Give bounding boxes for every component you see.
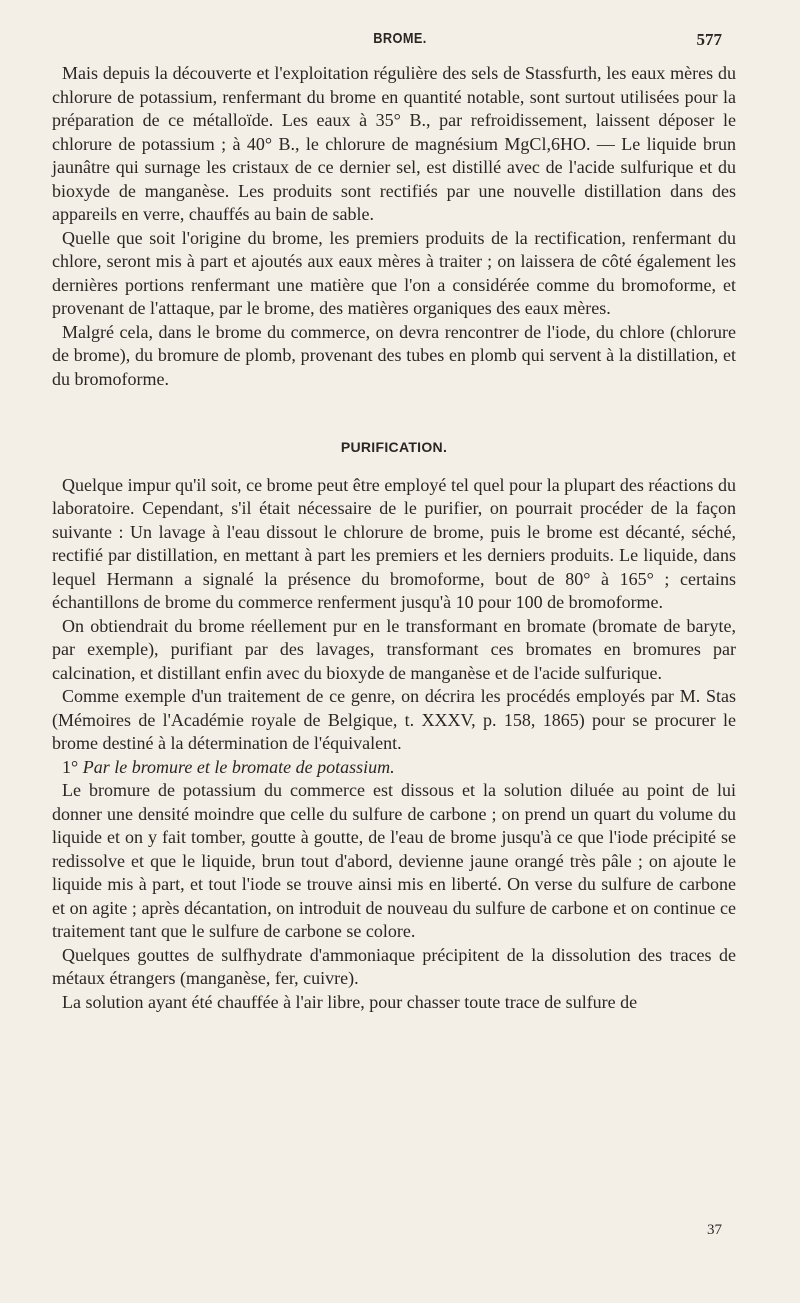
running-title: BROME. xyxy=(373,30,427,47)
subheading-number: 1° xyxy=(62,756,79,777)
paragraph: Quelques gouttes de sulfhydrate d'ammoniaque précipitent de la dissolution des traces de métaux étrangers (manganèse, fer, cuivre). xyxy=(52,944,736,988)
section-heading: PURIFICATION. xyxy=(340,439,448,455)
paragraph: On obtiendrait du brome réellement pur en le transformant en bromate (bromate de baryte, par exemple), purifiant par des lavages, transformant ces bromates en bromures par calcination, et distillant enfin avec du bioxyde de manganèse et de l'acide sulfurique. xyxy=(52,615,736,683)
paragraph: Malgré cela, dans le brome du commerce, on devra rencontrer de l'iode, du chlore (chlorure de brome), du bromure de plomb, provenant des tubes en plomb qui servent à la distillation, et du bromoforme. xyxy=(52,321,736,389)
signature-mark: 37 xyxy=(707,1222,722,1238)
paragraph: Quelle que soit l'origine du brome, les premiers produits de la rectification, renfermant du chlore, seront mis à part et ajoutés aux eaux mères à traiter ; on laissera de côté également les dernières portions renfermant une matière que l'on a considérée comme du bromoforme, et provenant de l'attaque, par le brome, des matières organiques des eaux mères. xyxy=(52,227,736,318)
paragraph: Le bromure de potassium du commerce est dissous et la solution diluée au point de lui donner une densité moindre que celle du sulfure de carbone ; on prend un quart du volume du liquide et on y fait tomber, goutte à goutte, de l'eau de brome jusqu'à ce que l'iode précipité se redissolve et que le liquide, brun tout d'abord, devienne jaune orangé très pâle ; on ajoute le liquide mis à part, et tout l'iode se trouve ainsi mis en liberté. On verse du sulfure de carbone et on agite ; après décantation, on introduit de nouveau du sulfure de carbone et on continue ce traitement tant que le sulfure de carbone se colore. xyxy=(52,780,736,941)
subheading-text: Par le bromure et le bromate de potassium. xyxy=(82,756,395,777)
page-header xyxy=(0,30,800,52)
paragraph: Comme exemple d'un traitement de ce genre, on décrira les procédés employés par M. Stas (Mémoires de l'Académie royale de Belgique, t. XXXV, p. 158, 1865) pour se procurer le brome destiné à la détermination de l'équivalent. xyxy=(52,686,736,753)
paragraph: La solution ayant été chauffée à l'air libre, pour chasser toute trace de sulfure de xyxy=(62,991,638,1012)
page-number: 577 xyxy=(696,30,722,49)
page-body xyxy=(52,62,736,1014)
paragraph: Mais depuis la découverte et l'exploitation régulière des sels de Stassfurth, les eaux mères du chlorure de potassium, renfermant du brome en quantité notable, sont surtout utilisées pour la préparation de ce métalloïde. Les eaux à 35° B., par refroidissement, laissent déposer le chlorure de potassium ; à 40° B., le chlorure de magnésium MgCl,6HO. — Le liquide brun jaunâtre qui surnage les cristaux de ce dernier sel, est distillé avec de l'acide sulfurique et du bioxyde de manganèse. Les produits sont rectifiés par une nouvelle distillation dans des appareils en verre, chauffés au bain de sable. xyxy=(52,63,736,224)
subheading xyxy=(52,756,736,780)
paragraph: Quelque impur qu'il soit, ce brome peut être employé tel quel pour la plupart des réactions du laboratoire. Cependant, s'il était nécessaire de le purifier, on pourrait procéder de la façon suivante : Un lavage à l'eau dissout le chlorure de brome, puis le brome est décanté, séché, rectifié par distillation, en mettant à part les premiers et les derniers produits. Le liquide, dans lequel Hermann a signalé la présence du bromoforme, bout de 80° à 165° ; certains échantillons de brome du commerce renferment jusqu'à 10 pour 100 de bromoforme. xyxy=(52,474,736,612)
